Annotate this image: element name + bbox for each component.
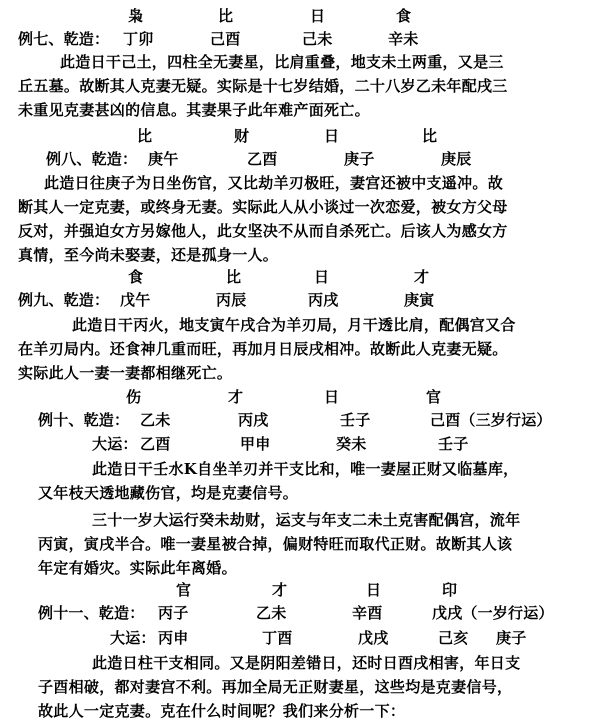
ex9-pillar-day: 丙戌 (308, 291, 339, 309)
ex11-gods-row (0, 578, 596, 602)
ex9-pillar-hour: 庚寅 (404, 291, 435, 309)
ex7-pillar-year: 丁卯 (123, 30, 154, 48)
ex10-chart-row (0, 408, 596, 432)
ex8-line: 反对，并强迫女方另嫁他人，此女坚决不从而自杀死亡。后该人为感女方 (18, 222, 508, 240)
ex8-god-year: 比 (137, 127, 153, 145)
ex11-pillar-day: 辛酉 (352, 604, 383, 622)
ex11-pillar-year: 丙子 (158, 604, 189, 622)
ex8-chart-row (0, 147, 596, 171)
ex9-pillar-year: 戊午 (120, 291, 151, 309)
ex10-pillar-hour: 己酉（三岁行运） (430, 411, 552, 429)
ex10-line: 又年枝天透地藏伤官，均是克妻信号。 (38, 484, 299, 502)
ex9-line: 此造日干丙火，地支寅午戌合为羊刃局，月干透比肩，配偶宫又合 (72, 316, 516, 334)
ex11-dayun-row (0, 626, 596, 650)
ex8-pillar-day: 庚子 (344, 150, 375, 168)
ex8-god-hour: 比 (422, 127, 438, 145)
ex11-dayun-label: 大运： (110, 629, 156, 647)
ex10-dayun-row (0, 432, 596, 456)
ex10-line: 年定有婚灾。实际此年离婚。 (38, 559, 237, 577)
ex7-line: 此造日干己土，四柱全无妻星，比肩重叠，地支未土两重，又是三 (60, 53, 504, 71)
ex11-pillar-hour: 戊戌（一岁行运） (432, 604, 554, 622)
ex11-god-day: 日 (366, 581, 382, 599)
ex10-pillar-month: 丙戌 (238, 411, 269, 429)
ex10-gods-row (0, 385, 596, 409)
ex7-gods-row (0, 4, 596, 28)
ex7-line: 丘五墓。故断其人克妻无疑。实际是十七岁结婚，二十八岁乙未年配戌三 (18, 77, 508, 95)
ex8-pillar-hour: 庚辰 (441, 150, 472, 168)
ex11-god-hour: 印 (442, 581, 458, 599)
ex9-god-month: 比 (226, 268, 242, 286)
ex8-gods-row (0, 124, 596, 148)
ex11-line: 此造日柱干支相同。又是阴阳差错日，还时日酉戌相害，年日支 (92, 654, 521, 672)
ex10-pillar-year: 乙未 (140, 411, 171, 429)
ex10-line: 丙寅，寅戌半合。唯一妻星被合掉，偏财特旺而取代正财。故断其人该 (38, 535, 513, 553)
ex9-god-year: 食 (128, 268, 144, 286)
ex7-line: 未重见克妻甚凶的信息。其妻果子此年难产面死亡。 (18, 101, 370, 119)
ex8-pillar-year: 庚午 (148, 150, 179, 168)
ex11-dayun-3: 戊戌 (358, 629, 389, 647)
ex10-god-hour: 官 (426, 388, 442, 406)
ex9-god-hour: 才 (414, 268, 430, 286)
ex10-dayun-label: 大运： (92, 435, 138, 453)
ex9-chart-row (0, 288, 596, 312)
ex8-god-month: 财 (234, 127, 250, 145)
ex11-dayun-1: 丙申 (158, 629, 189, 647)
ex7-god-year: 枭 (128, 7, 144, 25)
ex10-pillar-day: 壬子 (340, 411, 371, 429)
ex9-gods-row (0, 265, 596, 289)
ex7-god-day: 日 (310, 7, 326, 25)
ex11-god-year: 官 (176, 581, 192, 599)
ex11-dayun-5: 庚子 (496, 629, 527, 647)
ex10-god-day: 日 (324, 388, 340, 406)
ex10-dayun-4: 壬子 (438, 435, 469, 453)
ex11-line: 故此人一定克妻。克在什么时间呢？我们来分析一下： (38, 702, 406, 720)
ex7-chart-row (0, 27, 596, 51)
ex11-dayun-2: 丁酉 (262, 629, 293, 647)
ex10-dayun-3: 癸未 (336, 435, 367, 453)
ex9-pillar-month: 丙辰 (216, 291, 247, 309)
ex11-chart-row (0, 601, 596, 625)
ex11-label: 例十一、乾造： (38, 604, 145, 622)
ex11-dayun-4: 己亥 (438, 629, 469, 647)
ex8-line: 真情，至今尚未娶妻，还是孤身一人。 (18, 246, 279, 264)
ex9-line: 实际此人一妻一妻都相继死亡。 (18, 364, 233, 382)
ex11-pillar-month: 乙未 (256, 604, 287, 622)
ex8-line: 断其人一定克妻，或终身无妻。实际此人从小谈过一次恋爱，被女方父母 (18, 198, 508, 216)
ex11-god-month: 才 (272, 581, 288, 599)
ex7-pillar-day: 己未 (302, 30, 333, 48)
ex7-label: 例七、乾造： (18, 30, 110, 48)
ex9-line: 在羊刃局内。还食神几重而旺，再加月日辰戌相冲。故断此人克妻无疑。 (18, 340, 508, 358)
ex10-line: 三十一岁大运行癸未劫财，运支与年支二未土克害配偶宫，流年 (92, 511, 521, 529)
ex7-god-hour: 食 (396, 7, 412, 25)
ex10-dayun-1: 乙酉 (140, 435, 171, 453)
ex8-line: 此造日往庚子为日坐伤官，又比劫羊刃极旺，妻宫还被中支遥冲。故 (44, 174, 504, 192)
ex7-pillar-month: 己酉 (210, 30, 241, 48)
ex10-god-month: 才 (228, 388, 244, 406)
ex8-god-day: 日 (324, 127, 340, 145)
ex8-pillar-month: 乙酉 (247, 150, 278, 168)
ex9-god-day: 日 (314, 268, 330, 286)
ex10-label: 例十、乾造： (38, 411, 130, 429)
ex10-line: 此造日干壬水K自坐羊刃并干支比和，唯一妻屋正财又临墓库， (92, 460, 519, 478)
ex10-dayun-2: 甲申 (240, 435, 271, 453)
ex7-pillar-hour: 辛未 (388, 30, 419, 48)
ex7-god-month: 比 (218, 7, 234, 25)
ex9-label: 例九、乾造： (18, 291, 110, 309)
ex8-label: 例八、乾造： (46, 150, 138, 168)
ex10-god-year: 伤 (126, 388, 142, 406)
ex11-line: 子酉相破，都对妻宫不利。再加全局无正财妻星，这些均是克妻信号， (38, 678, 513, 696)
